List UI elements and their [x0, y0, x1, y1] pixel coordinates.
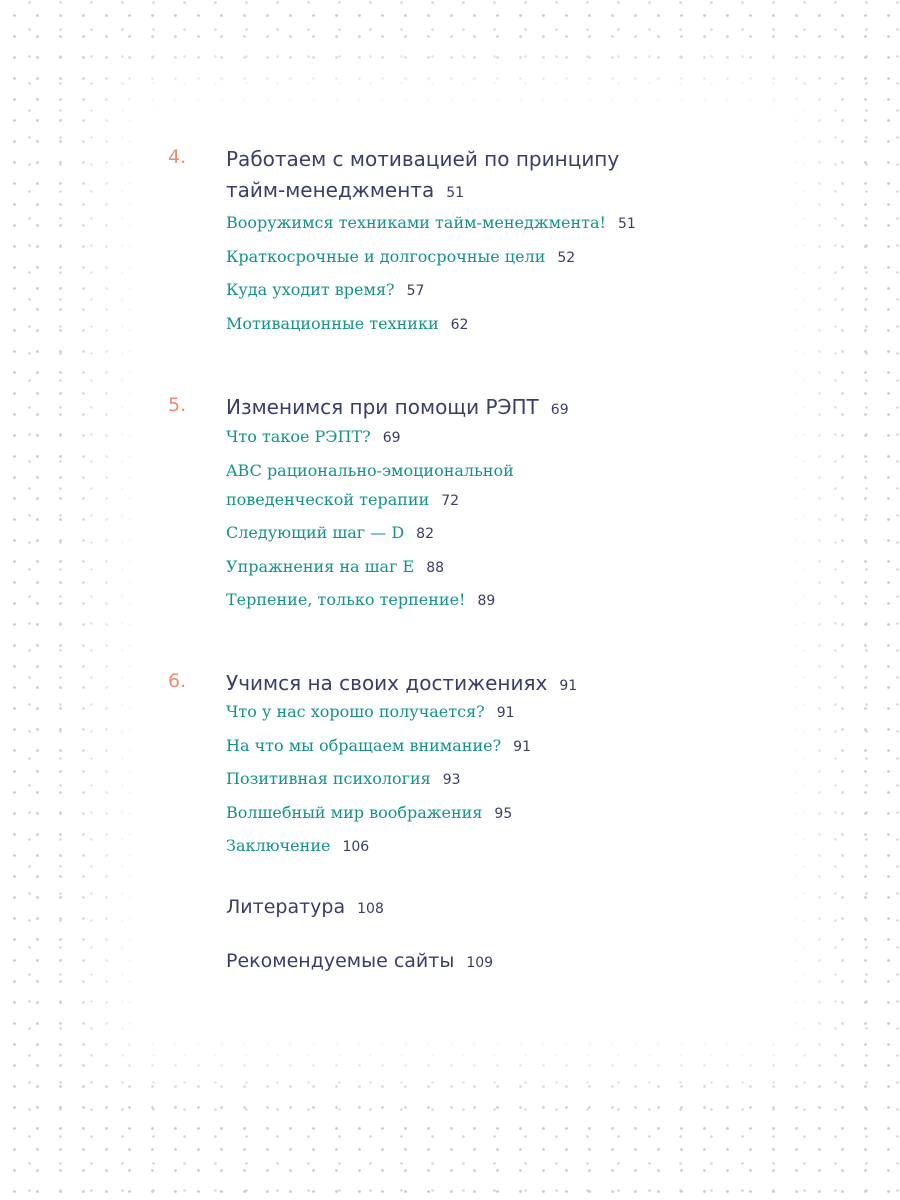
entry-title: Следующий шаг — D: [226, 523, 405, 542]
entry-title: поведенческой терапии: [226, 489, 430, 509]
chapter-number: 4.: [168, 146, 187, 168]
entry-title: Куда уходит время?: [226, 280, 395, 299]
entry-page: 93: [442, 772, 461, 788]
toc-entry[interactable]: [226, 731, 746, 762]
chapter-title-line: тайм-менеджмента: [226, 178, 435, 202]
entry-page: 106: [342, 839, 370, 855]
toc-entry[interactable]: [226, 831, 746, 862]
section-list: [226, 697, 746, 865]
chapter-title-text: Учимся на своих достижениях: [226, 671, 548, 695]
entry-page: 91: [513, 738, 531, 755]
toc-entry[interactable]: [226, 764, 746, 795]
entry-title: Волшебный мир воображения: [226, 802, 483, 822]
toc-entry[interactable]: [226, 697, 746, 728]
toc-entry[interactable]: [226, 518, 746, 549]
entry-page: 51: [617, 216, 636, 232]
entry-page: 82: [416, 526, 434, 542]
table-of-contents: [146, 114, 778, 1014]
recommended-sites-entry[interactable]: [226, 950, 493, 972]
entry-page: 62: [450, 316, 469, 333]
entry-title: Упражнения на шаг E: [226, 556, 415, 576]
section-list: [226, 422, 746, 619]
toc-entry[interactable]: [226, 208, 746, 239]
toc-entry[interactable]: [226, 552, 746, 583]
chapter-page: 51: [446, 185, 465, 201]
entry-title: ABC рационально-эмоциональной: [226, 460, 514, 480]
section-list: [226, 208, 746, 342]
toc-entry[interactable]: [226, 422, 746, 453]
entry-page: 89: [477, 593, 496, 609]
entry-page: 95: [494, 805, 513, 822]
entry-title: На что мы обращаем внимание?: [226, 735, 502, 755]
sites-title: Рекомендуемые сайты: [226, 950, 455, 972]
literature-title: Литература: [226, 896, 346, 918]
entry-page: 52: [557, 249, 576, 266]
entry-page: 91: [496, 705, 515, 721]
entry-page: 57: [406, 283, 425, 299]
toc-entry[interactable]: [226, 242, 746, 273]
chapter-title[interactable]: [226, 144, 666, 209]
entry-page: 72: [441, 492, 460, 509]
entry-title: Терпение, только терпение!: [226, 590, 466, 609]
entry-title: Заключение: [226, 836, 331, 855]
toc-entry[interactable]: [226, 309, 746, 340]
chapter-number: 5.: [168, 394, 187, 416]
toc-entry[interactable]: [226, 585, 746, 616]
sites-page: 109: [466, 955, 494, 971]
entry-page: 69: [382, 430, 401, 446]
chapter-title-line: Работаем с мотивацией по принципу: [226, 147, 620, 171]
entry-title: Краткосрочные и долгосрочные цели: [226, 246, 546, 266]
chapter-title[interactable]: [226, 392, 666, 426]
entry-title: Позитивная психология: [226, 769, 431, 788]
literature-entry[interactable]: [226, 896, 384, 918]
chapter-page: 91: [559, 678, 578, 694]
entry-title: Мотивационные техники: [226, 313, 439, 333]
entry-title: Что у нас хорошо получается?: [226, 702, 485, 721]
toc-entry[interactable]: [226, 275, 746, 306]
entry-title: Что такое РЭПТ?: [226, 427, 371, 446]
toc-entry[interactable]: [226, 798, 746, 829]
chapter-title-text: Изменимся при помощи РЭПТ: [226, 395, 539, 419]
entry-page: 88: [426, 559, 445, 576]
entry-title: Вооружимся техниками тайм-менеджмента!: [226, 213, 606, 232]
literature-page: 108: [357, 901, 384, 917]
toc-entry[interactable]: [226, 456, 746, 516]
chapter-number: 6.: [168, 670, 187, 692]
chapter-page: 69: [550, 402, 569, 418]
